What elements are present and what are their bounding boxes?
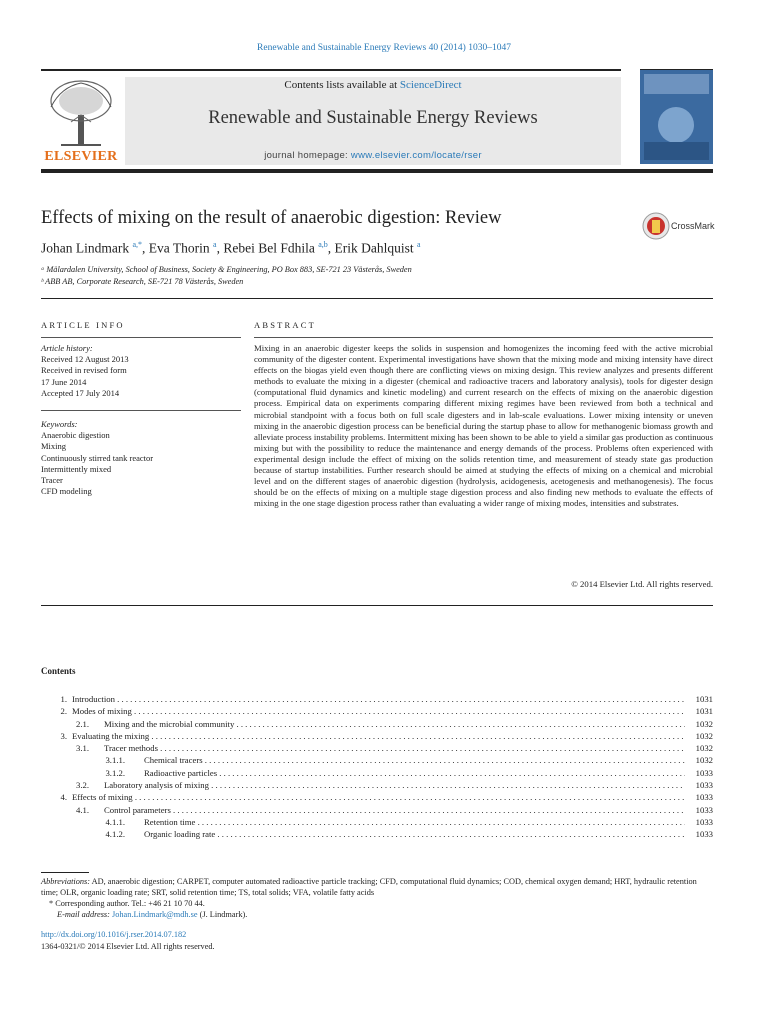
footnote-rule (41, 872, 89, 873)
keyword: Continuously stirred tank reactor (41, 452, 154, 463)
abbreviations-text: AD, anaerobic digestion; CARPET, computer automated radioactive particle tracking; CFD, computational fluid dynamics; COD, chemical oxygen demand; HRT, hydraulic retention time; OLR, organic loading rate; SRT, solid retention time; TS, total solids; VFA, volatile fatty acids (41, 877, 697, 897)
crossmark-label: CrossMark (671, 221, 715, 231)
author-affiliation-mark: a (417, 240, 421, 249)
toc-entry[interactable] (41, 754, 713, 766)
footnotes (41, 876, 713, 920)
toc-entry-title[interactable]: Modes of mixing . . . (72, 705, 685, 717)
contents-heading: Contents (41, 666, 76, 676)
toc-entry-page: 1032 (695, 718, 713, 729)
abstract-end-rule (41, 605, 713, 606)
author-name[interactable]: Rebei Bel Fdhila (223, 240, 315, 256)
author-affiliation-mark: a,* (132, 240, 143, 249)
corresponding-author-note: * Corresponding author. Tel.: +46 21 10 70 44. (49, 899, 205, 908)
contents-prefix: Contents lists available at (284, 79, 400, 91)
author-name[interactable]: Erik Dahlquist (334, 240, 414, 256)
toc-entry-number: 2. (60, 706, 67, 717)
keyword: Anaerobic digestion (41, 430, 110, 441)
keyword: Intermittently mixed (41, 463, 112, 474)
toc-entry-page: 1032 (695, 730, 713, 741)
keyword: Mixing (41, 441, 67, 452)
abstract-heading: ABSTRACT (254, 320, 316, 330)
contents-available-line (125, 79, 621, 91)
toc-entry-title[interactable]: Mixing and the microbial community . . . (104, 718, 685, 730)
toc-entry-title[interactable]: Evaluating the mixing . . . (72, 730, 685, 742)
abstract-copyright: © 2014 Elsevier Ltd. All rights reserved. (571, 579, 713, 589)
affiliation-b: ᵇ ABB AB, Corporate Research, SE-721 78 Västerås, Sweden (41, 277, 244, 286)
toc-entry-number: 1. (60, 694, 67, 704)
toc-entry-page: 1033 (695, 804, 713, 815)
toc-entry-number: 3.1.2. (105, 767, 125, 778)
abbreviations-label: Abbreviations: (41, 877, 91, 886)
toc-entry-page: 1033 (695, 767, 713, 778)
toc-entry-number: 3.2. (75, 780, 89, 791)
toc-entry-number: 4. (60, 792, 67, 803)
toc-entry-number: 2.1. (75, 718, 89, 729)
toc-entry-title[interactable]: Tracer methods . . . (104, 742, 685, 754)
sciencedirect-link[interactable]: ScienceDirect (399, 79, 462, 91)
keywords-block (41, 419, 153, 497)
toc-entry-title[interactable]: Laboratory analysis of mixing . . . (104, 779, 685, 791)
keyword: CFD modeling (41, 486, 92, 497)
toc-entry-title[interactable]: Chemical tracers . . . (144, 754, 685, 766)
article-info-rule (41, 337, 241, 338)
author-list: Johan Lindmark $^{a,*}$, Eva Thorin $^a$, Rebei Bel Fdhila $^{a,b}$, Erik Dahlquist $^a$ (41, 240, 421, 256)
author-name[interactable]: Eva Thorin (148, 240, 210, 256)
history-line: 17 June 2014 (41, 376, 87, 387)
doi-link[interactable]: http://dx.doi.org/10.1016/j.rser.2014.07.182 (41, 930, 187, 939)
journal-reference[interactable]: Renewable and Sustainable Energy Reviews 40 (2014) 1030–1047 (257, 43, 511, 53)
author-affiliation-mark: a,b (318, 240, 328, 249)
toc-entry[interactable] (41, 705, 713, 717)
header-bottom-rule (41, 169, 713, 173)
abbreviations-footnote (41, 876, 713, 898)
author-name[interactable]: Johan Lindmark (41, 240, 130, 256)
toc-entry-title[interactable]: Radioactive particles . . . (144, 767, 685, 779)
toc-entry[interactable] (41, 730, 713, 742)
toc-entry-number: 3.1. (75, 743, 89, 754)
top-rule (41, 69, 621, 71)
toc-entry[interactable] (41, 693, 713, 705)
toc-entry-page: 1033 (695, 792, 713, 803)
email-suffix: (J. Lindmark). (197, 910, 248, 919)
history-line: Received 12 August 2013 (41, 354, 129, 365)
toc-entry-page: 1033 (695, 816, 713, 827)
toc-entry-page: 1031 (695, 706, 713, 717)
keywords-rule (41, 410, 241, 411)
toc-entry-page: 1033 (695, 780, 713, 791)
journal-cover-image[interactable] (640, 70, 713, 164)
toc-entry-title[interactable]: Introduction . . . (72, 693, 685, 705)
email-label: E-mail address: (57, 910, 110, 919)
toc-entry-number: 3. (60, 730, 67, 741)
affiliation-a: ᵃ Mälardalen University, School of Business, Society & Engineering, PO Box 883, SE-721 23 Västerås, Sweden (41, 265, 412, 274)
toc-entry-number: 4.1.1. (105, 816, 125, 827)
toc-entry-page: 1032 (695, 755, 713, 766)
article-title: Effects of mixing on the result of anaerobic digestion: Review (41, 208, 502, 228)
homepage-prefix: journal homepage: (264, 150, 351, 161)
toc-entry[interactable] (41, 791, 713, 803)
toc-entry[interactable] (41, 816, 713, 828)
article-history (41, 343, 129, 399)
author-affiliation-mark: a (213, 240, 217, 249)
crossmark-icon (641, 209, 671, 243)
issn-line: 1364-0321/© 2014 Elsevier Ltd. All rights reserved. (41, 942, 215, 951)
toc-entry-page: 1033 (695, 829, 713, 840)
abstract-body: Mixing in an anaerobic digester keeps the solids in suspension and homogenizes the incoming feed with the active microbial community of the digester content. Experimental investigations have shown that the mixing mode and mixing intensity have direct effects on the biogas yield even though there are conflicting views on mixing design. This review analyzes and presents different methods to evaluate the mixing in a digester (chemical and radioactive tracers and laboratory analysis), tools for digester design (computational fluid dynamics and kinetic modeling) and current research on the effects of mixing on the anaerobic digestion process. Empirical data on experiments comparing different mixing regimes have been reviewed from both a technical and microbial standpoint with a focus both on full scale digesters and in lab-scale evaluations. Lower mixing intensity or uneven mixing in the anaerobic digestion process can be beneficial during the startup phase to allow for methanogenic biomass growth and alleviate process instability problems. Intermittent mixing has been shown to be able to yield a similar gas production as continuous mixing but with the possibility to reduce the maintenance and energy demands of the process. Problems often experienced with experimental design include the effect of mixing on the solids retention time, and measurement of steady state gas production because of startup instabilities. Further research should be aimed at studying the effects of mixing on a chemical and microbial level and on the different stages of anaerobic digestion (hydrolysis, acidogenesis, acetogenesis and methanogenesis). The focus should be on the effects of mixing on a multiple stage digestion process and also finding new methods to evaluate the effects of mixing in the one stage digestion process rather than evaluating a wider range of mixing modes, intensities and substrates. (254, 343, 713, 509)
keyword: Tracer (41, 475, 63, 486)
toc-entry[interactable] (41, 742, 713, 754)
toc-entry-number: 4.1.2. (105, 829, 125, 840)
toc-entry-title[interactable]: Organic loading rate . . . (144, 828, 685, 840)
history-line: Accepted 17 July 2014 (41, 387, 120, 398)
homepage-link[interactable]: www.elsevier.com/locate/rser (350, 150, 482, 161)
article-info-heading: ARTICLE INFO (41, 320, 125, 330)
keywords-heading: Keywords: (41, 419, 78, 429)
journal-homepage-line (125, 150, 621, 161)
toc-entry-title[interactable]: Effects of mixing . . . (72, 791, 685, 803)
toc-entry-page: 1032 (695, 743, 713, 754)
table-of-contents (41, 693, 713, 841)
toc-entry-title[interactable]: Retention time . . . (144, 816, 685, 828)
toc-entry[interactable] (41, 767, 713, 779)
toc-entry-number: 4.1. (75, 804, 89, 815)
history-line: Received in revised form (41, 365, 127, 376)
abstract-rule (254, 337, 713, 338)
toc-entry[interactable] (41, 828, 713, 840)
toc-entry-page: 1031 (695, 694, 713, 704)
toc-entry[interactable] (41, 779, 713, 791)
affiliation-rule (41, 298, 713, 299)
history-heading: Article history: (41, 343, 93, 353)
toc-entry[interactable] (41, 804, 713, 816)
toc-entry-number: 3.1.1. (105, 755, 125, 766)
journal-title: Renewable and Sustainable Energy Reviews (208, 108, 538, 128)
toc-entry[interactable] (41, 718, 713, 730)
toc-entry-title[interactable]: Control parameters . . . (104, 804, 685, 816)
email-note (41, 909, 713, 920)
elsevier-wordmark: ELSEVIER (44, 149, 118, 164)
email-link[interactable]: Johan.Lindmark@mdh.se (112, 910, 198, 919)
